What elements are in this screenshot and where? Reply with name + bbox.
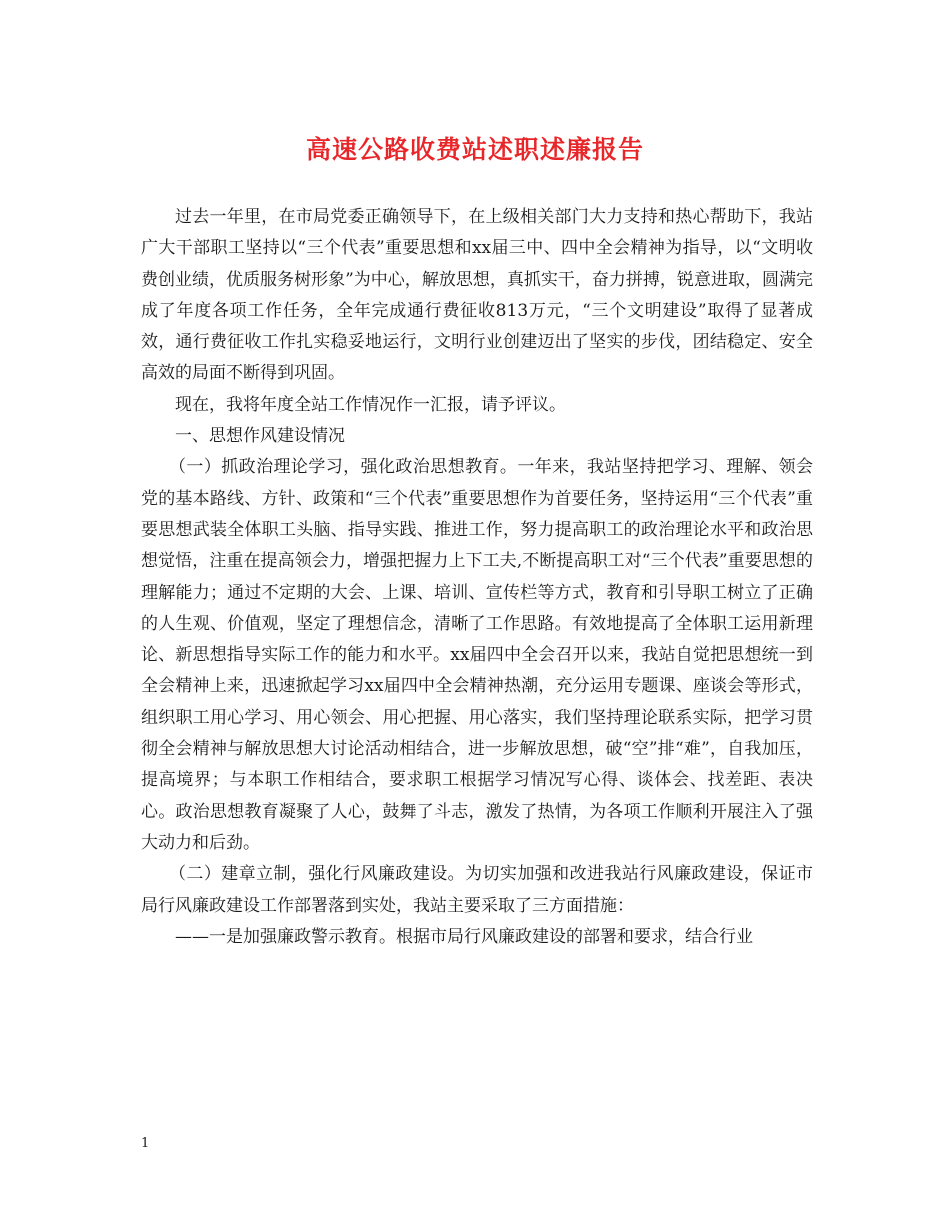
document-title: 高速公路收费站述职述廉报告 bbox=[305, 135, 644, 164]
paragraph-political-study: （一）抓政治理论学习，强化政治思想教育。一年来，我站坚持把学习、理解、领会党的基本路线、方针、政策和“三个代表”重要思想作为首要任务，坚持运用“三个代表”重要思想武装全体职工头脑、指导实践、推进工作，努力提高职工的政治理论水平和政治思想觉悟，注重在提高领会力，增强把握力上下工夫,不断提高职工对“三个代表”重要思想的理解能力；通过不定期的大会、上课、培训、宣传栏等方式，教育和引导职工树立了正确的人生观、价值观，坚定了理想信念，清晰了工作思路。有效地提高了全体职工运用新理论、新思想指导实际工作的能力和水平。xx届四中全会召开以来，我站自觉把思想统一到全会精神上来，迅速掀起学习xx届四中全会精神热潮，充分运用专题课、座谈会等形式，组织职工用心学习、用心领会、用心把握、用心落实，我们坚持理论联系实际，把学习贯彻全会精神与解放思想大讨论活动相结合，进一步解放思想，破“空”排“难”，自我加压，提高境界；与本职工作相结合，要求职工根据学习情况写心得、谈体会、找差距、表决心。政治思想教育凝聚了人心，鼓舞了斗志，激发了热情，为各项工作顺利开展注入了强大动力和后劲。 bbox=[141, 457, 813, 853]
paragraph-regulations: （二）建章立制，强化行风廉政建设。为切实加强和改进我站行风廉政建设，保证市局行风廉政建设工作部署落到实处，我站主要采取了三方面措施： bbox=[141, 864, 813, 916]
paragraph-intro: 过去一年里，在市局党委正确领导下，在上级相关部门大力支持和热心帮助下，我站广大干部职工坚持以“三个代表”重要思想和xx届三中、四中全会精神为指导，以“文明收费创业绩，优质服务树形象”为中心，解放思想，真抓实干，奋力拼搏，锐意进取，圆满完成了年度各项工作任务，全年完成通行费征收813万元，“三个文明建设”取得了显著成效，通行费征收工作扎实稳妥地运行，文明行业创建迈出了坚实的步伐，团结稳定、安全高效的局面不断得到巩固。 bbox=[141, 207, 813, 384]
page-number: 1 bbox=[141, 1136, 150, 1151]
document-body bbox=[141, 202, 813, 953]
section-heading-ideology: 一、思想作风建设情况 bbox=[175, 426, 345, 447]
paragraph-report-statement: 现在，我将年度全站工作情况作一汇报，请予评议。 bbox=[175, 394, 566, 415]
paragraph-integrity-education: ——一是加强廉政警示教育。根据市局行风廉政建设的部署和要求，结合行业 bbox=[175, 926, 753, 947]
